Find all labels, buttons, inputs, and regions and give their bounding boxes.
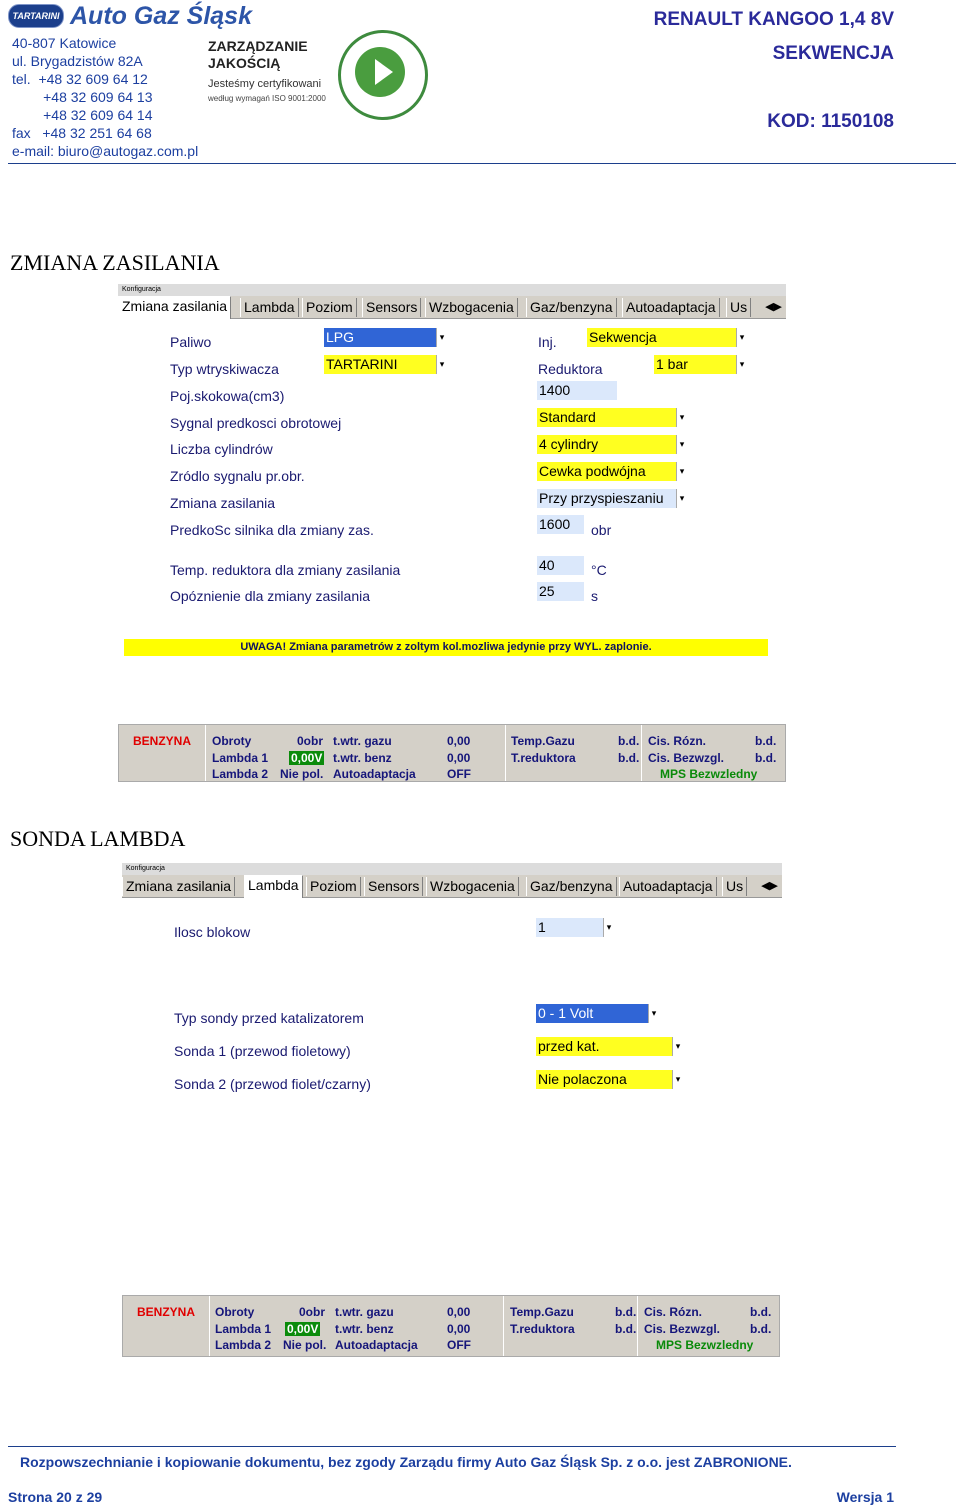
predkosc-unit: obr [591,522,612,538]
footer-divider [8,1446,896,1447]
doc-code: KOD: 1150108 [767,111,894,132]
doc-type: SEKWENCJA [772,43,894,64]
value-twtr-gazu: 0,00 [447,734,471,748]
label-poj: Poj.skokowa(cm3) [170,388,285,404]
value-temp-gazu: b.d. [615,1305,637,1319]
quality-subtitle: Jesteśmy certyfikowani [208,78,322,90]
label-predkosc: PredkoSc silnika dla zmiany zas. [170,522,374,538]
sygnal-select[interactable]: Standard ▾ [537,408,687,427]
car-title: RENAULT KANGOO 1,4 8V [653,9,894,30]
chevron-down-icon: ▾ [672,1070,683,1089]
zmiana-select[interactable]: Przy przyspieszaniu ▾ [537,489,687,508]
reduktora-select[interactable]: 1 bar ▾ [654,355,747,374]
chevron-down-icon: ▾ [436,355,447,374]
tab-autoadaptacja[interactable]: Autoadaptacja [619,877,717,896]
label-typ-wtryskiwacza: Typ wtryskiwacza [170,361,279,377]
label-lambda1: Lambda 1 [212,751,269,765]
label-lambda2: Lambda 2 [215,1338,272,1352]
email-line: e-mail: biuro@autogaz.com.pl [12,143,199,159]
value-cis-bezwzgl: b.d. [750,1322,772,1336]
temp-unit: °C [591,562,607,578]
label-autoadaptacja: Autoadaptacja [333,767,416,781]
liczba-cylindrow-select[interactable]: 4 cylindry ▾ [537,435,687,454]
label-ilosc-blokow: Ilosc blokow [174,924,251,940]
tab-sensors[interactable]: Sensors [362,298,421,317]
value-cis-rozn: b.d. [750,1305,772,1319]
address-line: ul. Brygadzistów 82A [12,53,143,69]
fuel-status: BENZYNA [137,1305,196,1319]
tab-scroll-arrows-icon[interactable]: ◀▶ [765,301,782,313]
label-obroty: Obroty [212,734,252,748]
phone-line: +48 32 609 64 14 [12,107,153,123]
version-label: Wersja 1 [836,1489,894,1505]
value-obroty: 0obr [297,734,324,748]
value-lambda2: Nie pol. [283,1338,327,1352]
tab-autoadaptacja[interactable]: Autoadaptacja [622,298,720,317]
iso-seal-icon [338,30,428,120]
tab-gaz-benzyna[interactable]: Gaz/benzyna [526,298,617,317]
quality-title-line1: ZARZĄDZANIE [208,38,308,54]
tab-sensors[interactable]: Sensors [364,877,423,896]
tab-zmiana-zasilania[interactable]: Zmiana zasilania [118,296,231,319]
chevron-down-icon: ▾ [736,355,747,374]
value-lambda1: 0,00V [287,1322,319,1336]
config-panel [118,284,786,614]
copyright-notice: Rozpowszechnianie i kopiowanie dokumentu, bez zgody Zarządu firmy Auto Gaz Śląsk Sp. z o.o. jest ZABRONIONE. [20,1454,792,1470]
value-lambda1: 0,00V [291,751,323,765]
label-typ-sondy: Typ sondy przed katalizatorem [174,1010,364,1026]
label-t-reduktora: T.reduktora [511,751,576,765]
fax-line: fax +48 32 251 64 68 [12,125,152,141]
tab-lambda[interactable]: Lambda [240,298,299,317]
typ-wtryskiwacza-select[interactable]: TARTARINI ▾ [324,355,447,374]
tab-zmiana-zasilania[interactable]: Zmiana zasilania [122,877,235,896]
label-twtr-benz: t.wtr. benz [333,751,392,765]
value-autoadaptacja: OFF [447,1338,471,1352]
phone-line: tel. +48 32 609 64 12 [12,71,148,87]
header-divider [8,163,956,164]
window-title: Konfiguracja [118,284,786,296]
label-temp-gazu: Temp.Gazu [511,734,575,748]
chevron-down-icon: ▾ [676,489,687,508]
label-twtr-gazu: t.wtr. gazu [333,734,392,748]
label-zrodlo: Zródlo sygnalu pr.obr. [170,468,305,484]
label-reduktora: Reduktora [538,361,603,377]
mps-status: MPS Bezwzledny [660,767,758,781]
label-lambda1: Lambda 1 [215,1322,272,1336]
value-lambda2: Nie pol. [280,767,324,781]
label-t-reduktora: T.reduktora [510,1322,575,1336]
label-paliwo: Paliwo [170,334,212,350]
window-title: Konfiguracja [122,863,782,875]
inj-select[interactable]: Sekwencja ▾ [587,328,747,347]
tab-poziom[interactable]: Poziom [302,298,357,317]
value-t-reduktora: b.d. [615,1322,637,1336]
tab-us[interactable]: Us [726,298,751,317]
value-autoadaptacja: OFF [447,767,471,781]
label-lambda2: Lambda 2 [212,767,269,781]
label-autoadaptacja: Autoadaptacja [335,1338,418,1352]
value-t-reduktora: b.d. [618,751,640,765]
chevron-down-icon: ▾ [676,408,687,427]
label-twtr-gazu: t.wtr. gazu [335,1305,394,1319]
tab-scroll-arrows-icon[interactable]: ◀▶ [761,880,778,892]
label-sygnal: Sygnal predkosci obrotowej [170,415,342,431]
temp-input[interactable]: 40 [537,556,584,575]
value-twtr-benz: 0,00 [447,1322,471,1336]
sonda1-select[interactable]: przed kat. ▾ [536,1037,683,1056]
label-cis-rozn: Cis. Rózn. [644,1305,703,1319]
status-bar [122,1295,780,1357]
predkosc-input[interactable]: 1600 [537,515,584,534]
poj-input[interactable]: 1400 [537,381,617,400]
sonda2-select[interactable]: Nie polaczona ▾ [536,1070,683,1089]
warning-banner: UWAGA! Zmiana parametrów z zoltym kol.mozliwa jedynie przy WYL. zaplonie. [124,639,768,656]
tab-gaz-benzyna[interactable]: Gaz/benzyna [526,877,617,896]
chevron-down-icon: ▾ [676,462,687,481]
value-twtr-gazu: 0,00 [447,1305,471,1319]
tab-wzbogacenia[interactable]: Wzbogacenia [425,298,518,317]
label-sonda2: Sonda 2 (przewod fiolet/czarny) [174,1076,371,1092]
quality-title [208,38,308,72]
page-number: Strona 20 z 29 [8,1489,103,1505]
tab-poziom[interactable]: Poziom [306,877,361,896]
paliwo-select[interactable]: LPG ▾ [324,328,447,347]
phone-line: +48 32 609 64 13 [12,89,153,105]
chevron-down-icon: ▾ [672,1037,683,1056]
tab-lambda[interactable]: Lambda [244,875,303,898]
lambda-panel [122,863,782,1103]
label-temp-gazu: Temp.Gazu [510,1305,574,1319]
label-twtr-benz: t.wtr. benz [335,1322,394,1336]
tab-us[interactable]: Us [722,877,747,896]
label-opoznienie: Opóznienie dla zmiany zasilania [170,588,370,604]
section-title: SONDA LAMBDA [10,826,186,851]
chevron-down-icon: ▾ [736,328,747,347]
label-temp: Temp. reduktora dla zmiany zasilania [170,562,401,578]
value-obroty: 0obr [299,1305,326,1319]
value-temp-gazu: b.d. [618,734,640,748]
chevron-down-icon: ▾ [603,918,614,937]
quality-standard: według wymagań ISO 9001:2000 [208,94,326,103]
zrodlo-select[interactable]: Cewka podwójna ▾ [537,462,687,481]
tab-bar [118,296,786,319]
label-liczba-cylindrow: Liczba cylindrów [170,441,273,457]
chevron-down-icon: ▾ [648,1004,659,1023]
tab-wzbogacenia[interactable]: Wzbogacenia [426,877,519,896]
section-title: ZMIANA ZASILANIA [10,250,220,275]
opoznienie-input[interactable]: 25 [537,582,584,601]
value-twtr-benz: 0,00 [447,751,471,765]
chevron-down-icon: ▾ [676,435,687,454]
value-cis-rozn: b.d. [755,734,777,748]
fuel-status: BENZYNA [133,734,192,748]
label-sonda1: Sonda 1 (przewod fioletowy) [174,1043,351,1059]
label-obroty: Obroty [215,1305,255,1319]
status-bar [118,724,786,782]
typ-sondy-select[interactable]: 0 - 1 Volt ▾ [536,1004,659,1023]
label-cis-rozn: Cis. Rózn. [648,734,707,748]
tartarini-logo: TARTARINI [8,4,64,28]
label-cis-bezwzgl: Cis. Bezwzgl. [644,1322,721,1336]
label-cis-bezwzgl: Cis. Bezwzgl. [648,751,725,765]
brand-name: Auto Gaz Śląsk [70,2,252,30]
tab-bar [122,875,782,898]
mps-status: MPS Bezwzledny [656,1338,754,1352]
ilosc-blokow-select[interactable]: 1 ▾ [536,918,614,937]
label-inj: Inj. [538,334,557,350]
value-cis-bezwzgl: b.d. [755,751,777,765]
label-zmiana: Zmiana zasilania [170,495,276,511]
address-line: 40-807 Katowice [12,35,117,51]
quality-title-line2: JAKOŚCIĄ [208,55,281,71]
chevron-down-icon: ▾ [436,328,447,347]
opoznienie-unit: s [591,588,598,604]
